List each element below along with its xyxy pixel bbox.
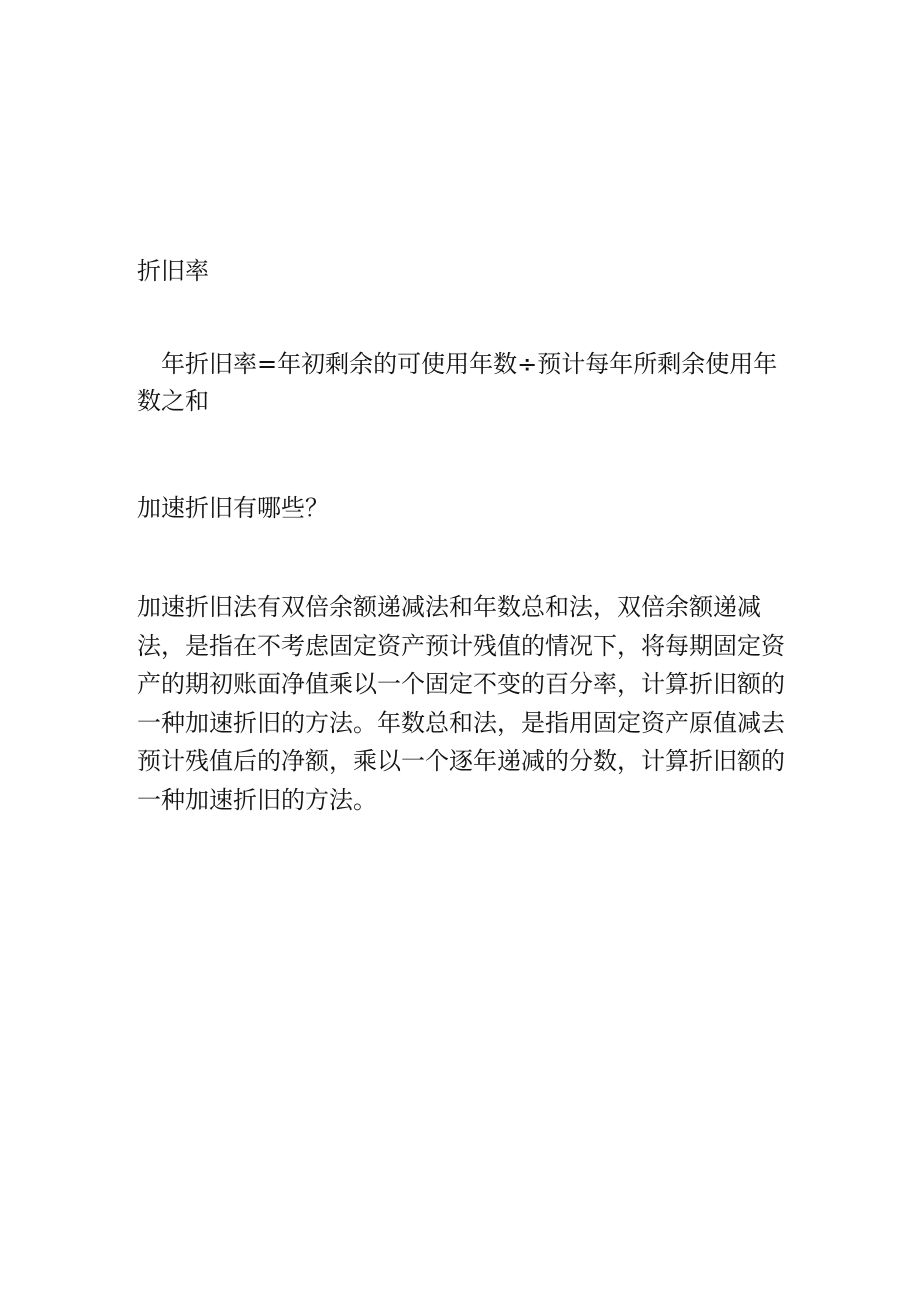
heading-depreciation-rate: 折旧率 (137, 257, 209, 285)
formula-paragraph: 年折旧率=年初剩余的可使用年数÷预计每年所剩余使用年数之和 (137, 350, 778, 415)
explanation-paragraph: 加速折旧法有双倍余额递减法和年数总和法，双倍余额递减法，是指在不考虑固定资产预计残值的情况下，将每期固定资产的期初账面净值乘以一个固定不变的百分率，计算折旧额的一种加速折旧的方法。年数总和法，是指用固定资产原值减去预计残值后的净额，乘以一个逐年递减的分数，计算折旧额的一种加速折旧的方法。 (137, 593, 785, 814)
heading-accelerated-depreciation: 加速折旧有哪些？ (137, 494, 329, 522)
